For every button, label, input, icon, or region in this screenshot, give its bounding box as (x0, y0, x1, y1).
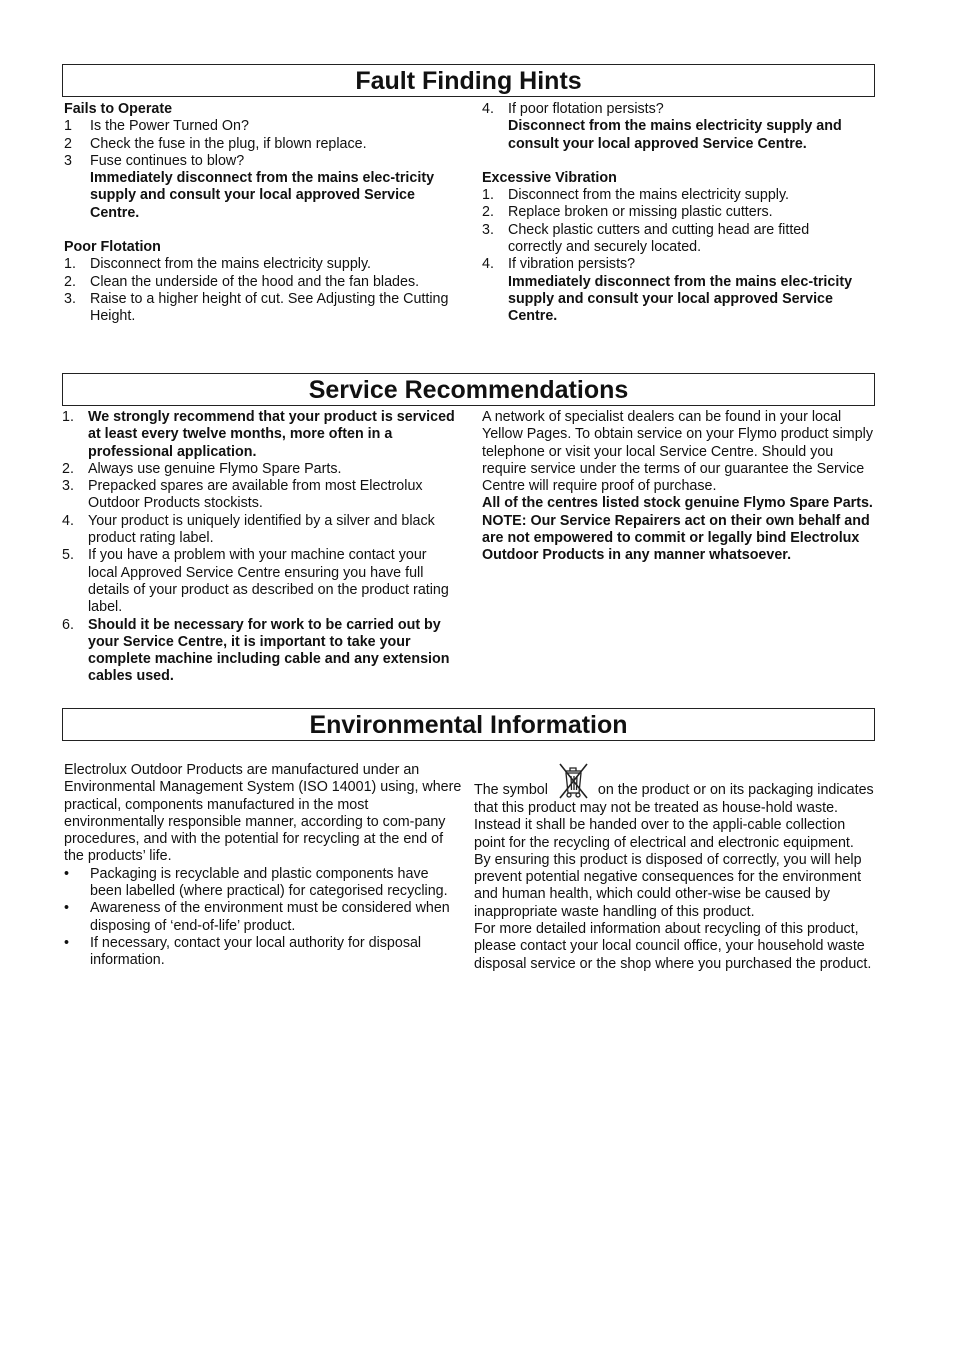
list-item: 3. Raise to a higher height of cut. See Adjusting the Cutting Height. (64, 290, 449, 325)
list-item: 1 Is the Power Turned On? (64, 118, 249, 135)
fault-left-column (64, 101, 454, 326)
fails-to-operate-heading: Fails to Operate (64, 101, 173, 117)
environment-left-column (64, 762, 464, 970)
list-item: 2 Check the fuse in the plug, if blown replace. (64, 135, 367, 152)
environment-intro: Electrolux Outdoor Products are manufactured under an Environmental Management System (ISO 14001) using, where practical, components manufactured in the most environmentally responsible manner, according to com-pany procedures, and with the potential for recycling at the end of the products’ life. (64, 762, 462, 865)
list-item: 1. Disconnect from the mains electricity supply. (482, 187, 790, 204)
environment-right-column (474, 762, 874, 973)
excessive-vibration-heading: Excessive Vibration (482, 169, 617, 186)
fault-finding-title: Fault Finding Hints (62, 64, 875, 97)
fault-right-column (482, 101, 862, 326)
list-item: 4. Your product is uniquely identified by a silver and black product rating label. (62, 512, 435, 547)
list-item: 3. Check plastic cutters and cutting head are fitted correctly and securely located. (482, 221, 810, 256)
service-recommendations-title: Service Recommendations (62, 373, 875, 406)
list-item: 2. Clean the underside of the hood and the fan blades. (64, 273, 420, 290)
list-item: 1. We strongly recommend that your product is serviced at least every twelve months, more often in a professional application. (62, 409, 455, 460)
list-item: 6. Should it be necessary for work to be carried out by your Service Centre, it is important to take your complete machine including cable and any extension cables used. (62, 616, 450, 685)
spare-parts-notice: All of the centres listed stock genuine Flymo Spare Parts. NOTE: Our Service Repairers act on their own behalf and are not empowered to commit or legally bind Electrolux Outdoor Products in any manner whatsoever. (482, 495, 873, 564)
list-item: 2. Replace broken or missing plastic cutters. (482, 204, 773, 221)
recycling-info-text: For more detailed information about recycling of this product, please contact your local council office, your household waste disposal service or the shop where you purchased the product. (474, 921, 872, 972)
service-left-column (62, 409, 458, 686)
dealer-network-text: A network of specialist dealers can be found in your local Yellow Pages. To obtain service on your Flymo product simply telephone or visit your local Service Centre. Should you require service under the terms of our guarantee the Service Centre will require proof of purchase. (482, 409, 873, 495)
list-item: 3. Prepacked spares are available from most Electrolux Outdoor Products stockists. (62, 478, 423, 512)
list-item: 5. If you have a problem with your machine contact your local Approved Service Centre ensuring you have full details of your product as described on the product rating label. (62, 547, 449, 616)
list-item: 2. Always use genuine Flymo Spare Parts. (62, 460, 342, 477)
list-item: 4. If poor flotation persists? Disconnect from the mains electricity supply and consult your local approved Service Centre. (482, 101, 842, 152)
list-item: • Packaging is recyclable and plastic components have been labelled (where practical) for categorised recycling. (64, 865, 448, 900)
list-item: • If necessary, contact your local authority for disposal information. (64, 934, 422, 969)
disposal-benefits-text: By ensuring this product is disposed of correctly, you will help prevent potential negative consequences for the environment and human health, which could other-wise be caused by inappropriate waste handling of this product. (474, 851, 862, 920)
list-item: 4. If vibration persists? Immediately disconnect from the mains elec-tricity supply and consult your local approved Service Centre. (482, 256, 853, 325)
crossed-out-wheelie-bin-icon (556, 762, 590, 800)
list-item: 1. Disconnect from the mains electricity supply. (64, 256, 372, 273)
environmental-information-title: Environmental Information (62, 708, 875, 741)
list-item: 3 Fuse continues to blow? Immediately disconnect from the mains elec-tricity supply and consult your local approved Service Centre. (64, 152, 435, 221)
list-item: • Awareness of the environment must be considered when disposing of ‘end-of-life’ product. (64, 900, 450, 934)
service-right-column (482, 409, 874, 565)
poor-flotation-heading: Poor Flotation (64, 239, 161, 256)
weee-symbol-text: The symbol on the product or on its packaging indicates that this product may not be treated as house-hold waste. Instead it shall be handed over to the appli-cable collection point for the recycling of electrical and electronic equipment. (474, 762, 874, 852)
